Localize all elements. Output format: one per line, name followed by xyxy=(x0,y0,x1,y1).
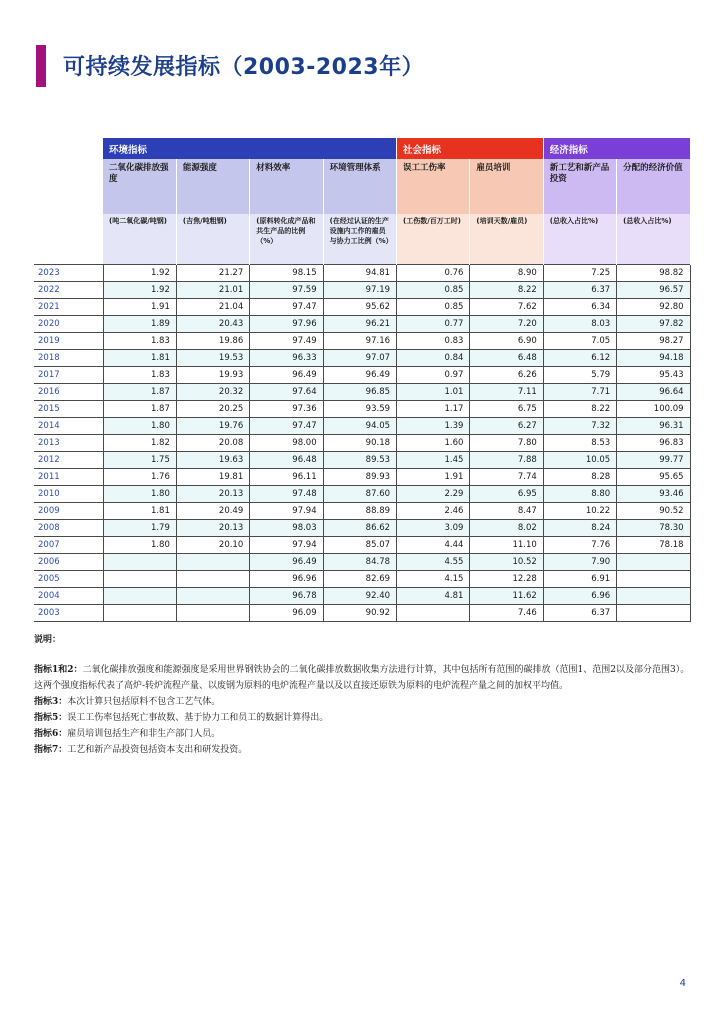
value-cell: 1.87 xyxy=(103,384,176,401)
value-cell xyxy=(397,605,470,622)
value-cell: 20.32 xyxy=(176,384,249,401)
year-cell: 2013 xyxy=(34,435,103,452)
value-cell: 7.11 xyxy=(470,384,543,401)
value-cell: 20.25 xyxy=(176,401,249,418)
value-cell: 21.27 xyxy=(176,265,249,282)
year-cell: 2005 xyxy=(34,571,103,588)
value-cell: 93.46 xyxy=(617,486,690,503)
value-cell: 7.62 xyxy=(470,299,543,316)
page-title: 可持续发展指标（2003-2023年） xyxy=(63,55,425,80)
value-cell: 21.04 xyxy=(176,299,249,316)
value-cell: 93.59 xyxy=(323,401,396,418)
table-row xyxy=(34,469,690,486)
value-cell: 1.80 xyxy=(103,418,176,435)
year-cell: 2014 xyxy=(34,418,103,435)
table-row xyxy=(34,316,690,333)
value-cell: 20.08 xyxy=(176,435,249,452)
value-cell: 20.13 xyxy=(176,486,249,503)
value-cell: 1.92 xyxy=(103,282,176,299)
table-row xyxy=(34,299,690,316)
value-cell: 97.07 xyxy=(323,350,396,367)
table-row xyxy=(34,605,690,622)
value-cell: 87.60 xyxy=(323,486,396,503)
note-text: 本次计算只包括原料不包含工艺气体。 xyxy=(67,697,221,707)
table-row xyxy=(34,282,690,299)
column-header: 能源强度 xyxy=(176,159,249,214)
value-cell: 1.45 xyxy=(397,452,470,469)
value-cell: 97.19 xyxy=(323,282,396,299)
year-cell: 2017 xyxy=(34,367,103,384)
value-cell: 19.86 xyxy=(176,333,249,350)
value-cell: 1.89 xyxy=(103,316,176,333)
value-cell: 96.49 xyxy=(250,554,323,571)
value-cell: 0.84 xyxy=(397,350,470,367)
column-header: 环境管理体系 xyxy=(323,159,396,214)
value-cell: 88.89 xyxy=(323,503,396,520)
value-cell: 96.96 xyxy=(250,571,323,588)
table-row xyxy=(34,401,690,418)
year-cell: 2008 xyxy=(34,520,103,537)
value-cell: 7.71 xyxy=(543,384,616,401)
value-cell xyxy=(103,588,176,605)
column-unit: (工伤数/百万工时) xyxy=(397,214,470,265)
year-cell: 2011 xyxy=(34,469,103,486)
table-row xyxy=(34,384,690,401)
value-cell: 6.37 xyxy=(543,282,616,299)
year-cell: 2009 xyxy=(34,503,103,520)
value-cell: 97.59 xyxy=(250,282,323,299)
value-cell xyxy=(617,588,690,605)
value-cell: 4.15 xyxy=(397,571,470,588)
value-cell: 6.12 xyxy=(543,350,616,367)
column-unit: (总收入占比%) xyxy=(543,214,616,265)
column-unit: (吨二氧化碳/吨钢) xyxy=(103,214,176,265)
value-cell: 96.85 xyxy=(323,384,396,401)
value-cell: 8.22 xyxy=(470,282,543,299)
value-cell: 96.83 xyxy=(617,435,690,452)
note-label: 指标3： xyxy=(34,697,68,707)
value-cell: 20.13 xyxy=(176,520,249,537)
value-cell: 1.60 xyxy=(397,435,470,452)
notes-heading: 说明： xyxy=(34,635,62,645)
value-cell: 96.78 xyxy=(250,588,323,605)
year-cell: 2016 xyxy=(34,384,103,401)
value-cell xyxy=(103,571,176,588)
value-cell: 8.90 xyxy=(470,265,543,282)
value-cell: 1.91 xyxy=(397,469,470,486)
value-cell: 8.22 xyxy=(543,401,616,418)
value-cell: 11.10 xyxy=(470,537,543,554)
value-cell: 6.34 xyxy=(543,299,616,316)
year-cell: 2003 xyxy=(34,605,103,622)
value-cell: 6.91 xyxy=(543,571,616,588)
year-cell: 2020 xyxy=(34,316,103,333)
value-cell: 4.55 xyxy=(397,554,470,571)
indicator-table xyxy=(34,138,691,622)
column-header: 二氧化碳排放强度 xyxy=(103,159,176,214)
column-unit: (原料转化成产品和共生产品的比例（%） xyxy=(250,214,323,265)
value-cell: 0.85 xyxy=(397,299,470,316)
value-cell: 7.90 xyxy=(543,554,616,571)
value-cell: 8.80 xyxy=(543,486,616,503)
value-cell: 10.52 xyxy=(470,554,543,571)
value-cell: 0.77 xyxy=(397,316,470,333)
value-cell: 98.03 xyxy=(250,520,323,537)
value-cell: 5.79 xyxy=(543,367,616,384)
value-cell: 95.65 xyxy=(617,469,690,486)
value-cell: 86.62 xyxy=(323,520,396,537)
value-cell: 1.87 xyxy=(103,401,176,418)
table-row xyxy=(34,554,690,571)
value-cell: 90.92 xyxy=(323,605,396,622)
value-cell: 1.01 xyxy=(397,384,470,401)
column-unit: (培训天数/雇员) xyxy=(470,214,543,265)
value-cell: 94.81 xyxy=(323,265,396,282)
note-item xyxy=(34,694,694,710)
table-row xyxy=(34,503,690,520)
year-cell: 2012 xyxy=(34,452,103,469)
value-cell: 96.49 xyxy=(323,367,396,384)
value-cell: 7.20 xyxy=(470,316,543,333)
value-cell: 6.27 xyxy=(470,418,543,435)
title-accent-bar xyxy=(36,45,46,87)
value-cell: 8.02 xyxy=(470,520,543,537)
value-cell: 7.80 xyxy=(470,435,543,452)
value-cell xyxy=(176,571,249,588)
value-cell: 7.25 xyxy=(543,265,616,282)
value-cell: 0.85 xyxy=(397,282,470,299)
value-cell: 7.32 xyxy=(543,418,616,435)
value-cell: 3.09 xyxy=(397,520,470,537)
value-cell: 96.49 xyxy=(250,367,323,384)
value-cell: 4.44 xyxy=(397,537,470,554)
value-cell: 20.43 xyxy=(176,316,249,333)
value-cell: 96.48 xyxy=(250,452,323,469)
value-cell: 19.76 xyxy=(176,418,249,435)
table-row xyxy=(34,588,690,605)
value-cell: 89.93 xyxy=(323,469,396,486)
value-cell: 6.75 xyxy=(470,401,543,418)
value-cell xyxy=(617,554,690,571)
year-cell: 2010 xyxy=(34,486,103,503)
value-cell: 7.74 xyxy=(470,469,543,486)
value-cell: 8.24 xyxy=(543,520,616,537)
column-header: 材料效率 xyxy=(250,159,323,214)
column-unit: (在经过认证的生产设施内工作的雇员与协力工比例（%） xyxy=(323,214,396,265)
value-cell: 97.96 xyxy=(250,316,323,333)
value-cell xyxy=(103,605,176,622)
value-cell xyxy=(103,554,176,571)
group-header-eco: 经济指标 xyxy=(543,138,690,159)
value-cell: 0.76 xyxy=(397,265,470,282)
table-row xyxy=(34,418,690,435)
table-row xyxy=(34,333,690,350)
value-cell: 7.05 xyxy=(543,333,616,350)
value-cell: 96.31 xyxy=(617,418,690,435)
value-cell xyxy=(617,571,690,588)
year-cell: 2019 xyxy=(34,333,103,350)
value-cell: 96.09 xyxy=(250,605,323,622)
table-row xyxy=(34,486,690,503)
value-cell: 19.63 xyxy=(176,452,249,469)
value-cell: 19.81 xyxy=(176,469,249,486)
value-cell: 1.83 xyxy=(103,333,176,350)
value-cell: 95.43 xyxy=(617,367,690,384)
note-label: 指标5： xyxy=(34,713,68,723)
value-cell: 98.15 xyxy=(250,265,323,282)
value-cell: 1.91 xyxy=(103,299,176,316)
value-cell: 0.83 xyxy=(397,333,470,350)
value-cell: 97.94 xyxy=(250,503,323,520)
value-cell: 97.64 xyxy=(250,384,323,401)
value-cell: 1.81 xyxy=(103,503,176,520)
value-cell xyxy=(617,605,690,622)
value-cell: 85.07 xyxy=(323,537,396,554)
value-cell: 12.28 xyxy=(470,571,543,588)
value-cell: 1.75 xyxy=(103,452,176,469)
value-cell: 78.30 xyxy=(617,520,690,537)
value-cell: 78.18 xyxy=(617,537,690,554)
year-cell: 2021 xyxy=(34,299,103,316)
note-item xyxy=(34,662,694,694)
year-cell: 2022 xyxy=(34,282,103,299)
value-cell: 92.80 xyxy=(617,299,690,316)
table-row xyxy=(34,452,690,469)
value-cell: 2.46 xyxy=(397,503,470,520)
value-cell: 1.17 xyxy=(397,401,470,418)
note-label: 指标7： xyxy=(34,745,68,755)
value-cell xyxy=(176,588,249,605)
note-item xyxy=(34,726,694,742)
value-cell xyxy=(176,605,249,622)
value-cell: 1.81 xyxy=(103,350,176,367)
value-cell: 96.64 xyxy=(617,384,690,401)
year-cell: 2007 xyxy=(34,537,103,554)
value-cell: 4.81 xyxy=(397,588,470,605)
note-label: 指标1和2： xyxy=(34,665,83,675)
note-item xyxy=(34,742,694,758)
value-cell: 97.94 xyxy=(250,537,323,554)
note-text: 工艺和新产品投资包括资本支出和研发投资。 xyxy=(67,745,248,755)
value-cell: 1.39 xyxy=(397,418,470,435)
value-cell: 1.82 xyxy=(103,435,176,452)
value-cell: 20.10 xyxy=(176,537,249,554)
value-cell: 95.62 xyxy=(323,299,396,316)
column-unit: (吉焦/吨粗钢) xyxy=(176,214,249,265)
value-cell: 8.47 xyxy=(470,503,543,520)
value-cell: 97.82 xyxy=(617,316,690,333)
value-cell: 98.00 xyxy=(250,435,323,452)
value-cell: 98.82 xyxy=(617,265,690,282)
value-cell: 89.53 xyxy=(323,452,396,469)
value-cell: 97.49 xyxy=(250,333,323,350)
year-cell: 2023 xyxy=(34,265,103,282)
value-cell: 97.36 xyxy=(250,401,323,418)
table-row xyxy=(34,265,690,282)
table-row xyxy=(34,537,690,554)
value-cell: 10.05 xyxy=(543,452,616,469)
value-cell: 99.77 xyxy=(617,452,690,469)
table-row xyxy=(34,350,690,367)
value-cell: 98.27 xyxy=(617,333,690,350)
value-cell: 8.03 xyxy=(543,316,616,333)
value-cell: 8.53 xyxy=(543,435,616,452)
value-cell: 92.40 xyxy=(323,588,396,605)
note-text: 雇员培训包括生产和非生产部门人员。 xyxy=(67,729,221,739)
value-cell: 19.53 xyxy=(176,350,249,367)
value-cell: 6.95 xyxy=(470,486,543,503)
year-cell: 2004 xyxy=(34,588,103,605)
value-cell: 21.01 xyxy=(176,282,249,299)
value-cell: 1.92 xyxy=(103,265,176,282)
value-cell: 96.11 xyxy=(250,469,323,486)
value-cell: 1.76 xyxy=(103,469,176,486)
year-cell: 2015 xyxy=(34,401,103,418)
column-header: 新工艺和新产品投资 xyxy=(543,159,616,214)
value-cell: 94.18 xyxy=(617,350,690,367)
table-row xyxy=(34,367,690,384)
value-cell: 20.49 xyxy=(176,503,249,520)
year-cell: 2018 xyxy=(34,350,103,367)
value-cell: 97.48 xyxy=(250,486,323,503)
value-cell: 6.96 xyxy=(543,588,616,605)
column-header: 误工工伤率 xyxy=(397,159,470,214)
value-cell: 6.26 xyxy=(470,367,543,384)
year-cell: 2006 xyxy=(34,554,103,571)
value-cell: 1.80 xyxy=(103,486,176,503)
value-cell: 100.09 xyxy=(617,401,690,418)
value-cell: 8.28 xyxy=(543,469,616,486)
value-cell: 7.46 xyxy=(470,605,543,622)
note-item xyxy=(34,710,694,726)
table-row xyxy=(34,571,690,588)
note-label: 指标6： xyxy=(34,729,68,739)
table-row xyxy=(34,520,690,537)
column-unit: (总收入占比%) xyxy=(617,214,690,265)
value-cell: 94.05 xyxy=(323,418,396,435)
value-cell: 90.18 xyxy=(323,435,396,452)
note-text: 二氧化碳排放强度和能源强度是采用世界钢铁协会的二氧化碳排放数据收集方法进行计算，其中包括所有范围的碳排放（范围1、范围2以及部分范围3）。这两个强度指标代表了高炉-转炉流程产量、以废钢为原料的电炉流程产量以及以直接还原铁为原料的电炉流程产量之间的加权平均值。 xyxy=(34,665,690,691)
value-cell xyxy=(176,554,249,571)
value-cell: 6.37 xyxy=(543,605,616,622)
value-cell: 1.83 xyxy=(103,367,176,384)
value-cell: 1.79 xyxy=(103,520,176,537)
table-row xyxy=(34,435,690,452)
value-cell: 82.69 xyxy=(323,571,396,588)
value-cell: 1.80 xyxy=(103,537,176,554)
value-cell: 2.29 xyxy=(397,486,470,503)
value-cell: 97.47 xyxy=(250,299,323,316)
column-header: 雇员培训 xyxy=(470,159,543,214)
value-cell: 96.21 xyxy=(323,316,396,333)
page-number: 4 xyxy=(679,978,686,989)
group-header-env: 环境指标 xyxy=(103,138,397,159)
group-header-soc: 社会指标 xyxy=(397,138,544,159)
value-cell: 6.90 xyxy=(470,333,543,350)
value-cell: 96.33 xyxy=(250,350,323,367)
value-cell: 0.97 xyxy=(397,367,470,384)
value-cell: 96.57 xyxy=(617,282,690,299)
column-header: 分配的经济价值 xyxy=(617,159,690,214)
value-cell: 90.52 xyxy=(617,503,690,520)
value-cell: 6.48 xyxy=(470,350,543,367)
value-cell: 7.88 xyxy=(470,452,543,469)
value-cell: 7.76 xyxy=(543,537,616,554)
notes-section xyxy=(34,632,694,758)
value-cell: 84.78 xyxy=(323,554,396,571)
value-cell: 11.62 xyxy=(470,588,543,605)
value-cell: 97.47 xyxy=(250,418,323,435)
note-text: 误工工伤率包括死亡事故数、基于协力工和员工的数据计算得出。 xyxy=(67,713,329,723)
value-cell: 10.22 xyxy=(543,503,616,520)
value-cell: 97.16 xyxy=(323,333,396,350)
value-cell: 19.93 xyxy=(176,367,249,384)
